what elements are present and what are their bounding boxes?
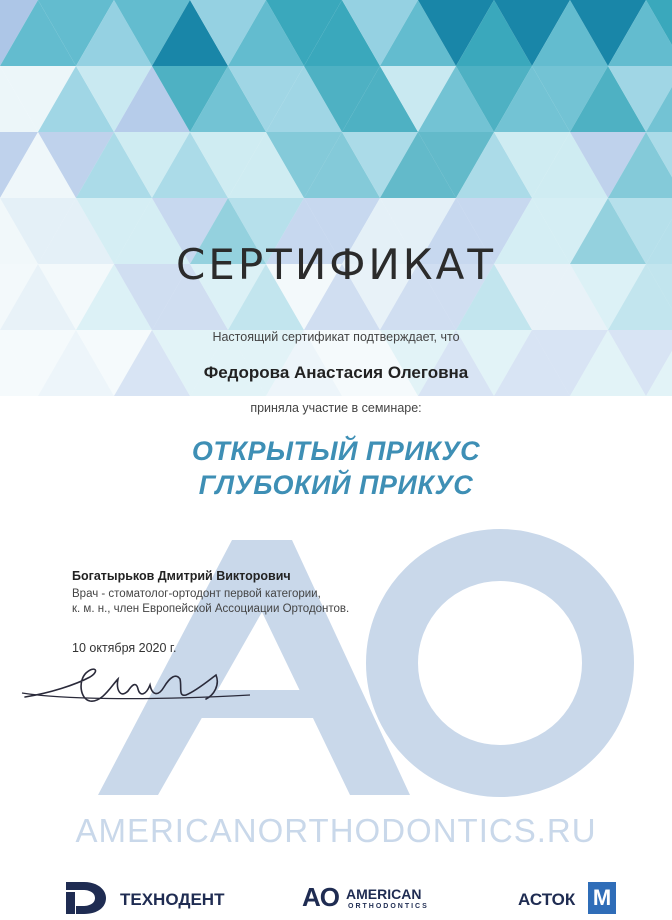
lecturer-description-line-2: к. м. н., член Европейской Ассоциации Ортодонтов. [72, 603, 350, 615]
american-orthodontics-logo [302, 880, 462, 916]
website-watermark: AMERICANORTHODONTICS.RU [75, 812, 597, 849]
astok-mark-icon: M [588, 882, 616, 914]
orthodontics-name: ORTHODONTICS [348, 903, 429, 910]
confirmation-text: Настоящий сертификат подтверждает, что [212, 330, 460, 344]
seminar-title-line-2: ГЛУБОКИЙ ПРИКУС [198, 470, 474, 500]
lecturer-description-line-1: Врач - стоматолог-ортодонт первой категории, [72, 588, 321, 600]
certificate-date: 10 октября 2020 г. [72, 641, 177, 655]
technodent-logo [62, 880, 242, 916]
astok-name: АСТОК [518, 890, 576, 909]
seminar-title-line-1: ОТКРЫТЫЙ ПРИКУС [191, 436, 481, 466]
ao-mark-icon: AO [302, 882, 339, 912]
technodent-mark-icon [62, 880, 110, 916]
participation-text: приняла участие в семинаре: [250, 401, 422, 415]
astok-logo [518, 880, 628, 916]
lecturer-signature [20, 655, 260, 725]
certificate-title: СЕРТИФИКАТ [175, 240, 497, 289]
recipient-name: Федорова Анастасия Олеговна [203, 363, 469, 382]
technodent-name: ТЕХНОДЕНТ [120, 890, 225, 909]
lecturer-name: Богатырьков Дмитрий Викторович [72, 569, 291, 583]
american-name: AMERICAN [346, 886, 422, 902]
